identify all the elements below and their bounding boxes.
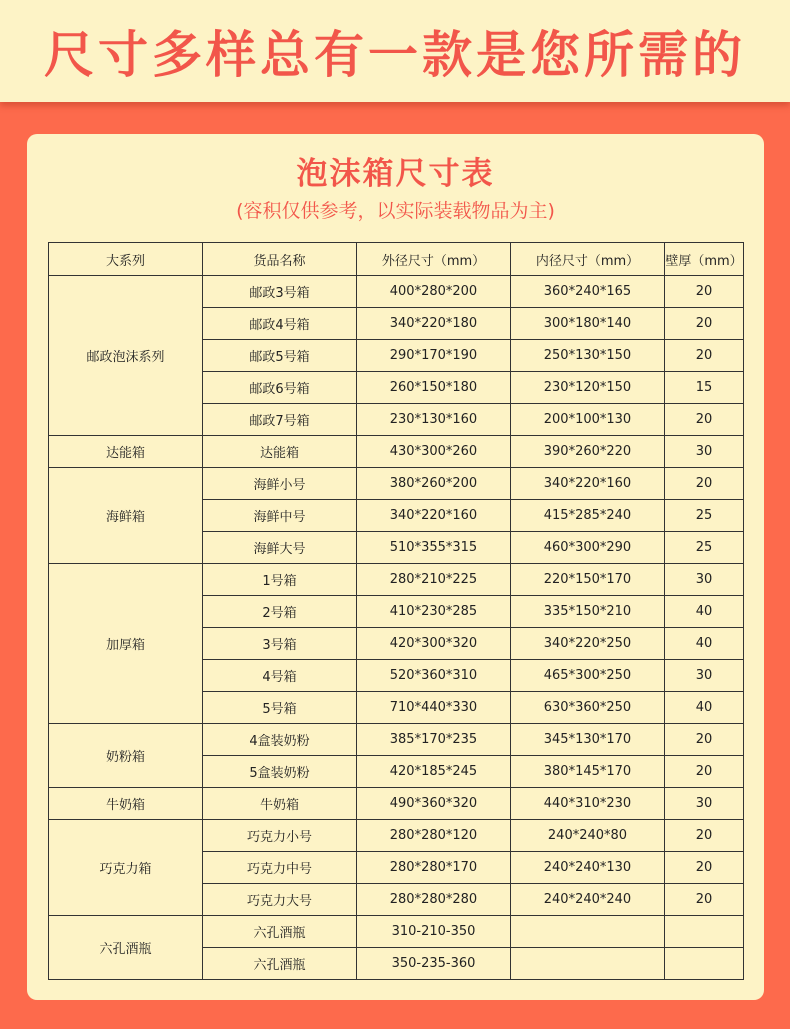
inner-size-cell: 380*145*170 bbox=[511, 756, 665, 788]
outer-size-cell: 490*360*320 bbox=[357, 788, 511, 820]
outer-size-cell: 280*280*170 bbox=[357, 852, 511, 884]
outer-size-cell: 280*280*280 bbox=[357, 884, 511, 916]
product-name-cell: 邮政7号箱 bbox=[203, 404, 357, 436]
inner-size-cell: 415*285*240 bbox=[511, 500, 665, 532]
column-header: 壁厚（mm） bbox=[665, 243, 744, 276]
series-cell: 六孔酒瓶 bbox=[49, 916, 203, 980]
series-cell: 巧克力箱 bbox=[49, 820, 203, 916]
table-body bbox=[49, 276, 744, 980]
inner-size-cell: 340*220*250 bbox=[511, 628, 665, 660]
wall-thickness-cell: 30 bbox=[665, 660, 744, 692]
product-name-cell: 4号箱 bbox=[203, 660, 357, 692]
wall-thickness-cell: 20 bbox=[665, 308, 744, 340]
table-row bbox=[49, 468, 744, 500]
outer-size-cell: 410*230*285 bbox=[357, 596, 511, 628]
column-header: 大系列 bbox=[49, 243, 203, 276]
table-row bbox=[49, 916, 744, 948]
inner-size-cell: 335*150*210 bbox=[511, 596, 665, 628]
outer-size-cell: 340*220*160 bbox=[357, 500, 511, 532]
wall-thickness-cell: 20 bbox=[665, 884, 744, 916]
wall-thickness-cell bbox=[665, 916, 744, 948]
inner-size-cell: 220*150*170 bbox=[511, 564, 665, 596]
product-name-cell: 2号箱 bbox=[203, 596, 357, 628]
wall-thickness-cell: 25 bbox=[665, 500, 744, 532]
outer-size-cell: 710*440*330 bbox=[357, 692, 511, 724]
series-cell: 邮政泡沫系列 bbox=[49, 276, 203, 436]
wall-thickness-cell: 20 bbox=[665, 756, 744, 788]
product-name-cell: 邮政3号箱 bbox=[203, 276, 357, 308]
table-row bbox=[49, 724, 744, 756]
outer-size-cell: 260*150*180 bbox=[357, 372, 511, 404]
header-banner bbox=[0, 0, 790, 102]
product-name-cell: 巧克力大号 bbox=[203, 884, 357, 916]
inner-size-cell: 200*100*130 bbox=[511, 404, 665, 436]
inner-size-cell: 240*240*240 bbox=[511, 884, 665, 916]
product-name-cell: 3号箱 bbox=[203, 628, 357, 660]
table-row bbox=[49, 564, 744, 596]
wall-thickness-cell: 40 bbox=[665, 628, 744, 660]
outer-size-cell: 230*130*160 bbox=[357, 404, 511, 436]
inner-size-cell: 390*260*220 bbox=[511, 436, 665, 468]
wall-thickness-cell: 40 bbox=[665, 692, 744, 724]
table-row bbox=[49, 820, 744, 852]
product-name-cell: 六孔酒瓶 bbox=[203, 916, 357, 948]
series-cell: 奶粉箱 bbox=[49, 724, 203, 788]
wall-thickness-cell: 15 bbox=[665, 372, 744, 404]
inner-size-cell: 240*240*130 bbox=[511, 852, 665, 884]
product-name-cell: 达能箱 bbox=[203, 436, 357, 468]
outer-size-cell: 385*170*235 bbox=[357, 724, 511, 756]
outer-size-cell: 420*300*320 bbox=[357, 628, 511, 660]
product-name-cell: 邮政4号箱 bbox=[203, 308, 357, 340]
table-row bbox=[49, 436, 744, 468]
product-name-cell: 5盒装奶粉 bbox=[203, 756, 357, 788]
inner-size-cell: 440*310*230 bbox=[511, 788, 665, 820]
inner-size-cell: 345*130*170 bbox=[511, 724, 665, 756]
outer-size-cell: 350-235-360 bbox=[357, 948, 511, 980]
wall-thickness-cell: 20 bbox=[665, 340, 744, 372]
series-cell: 加厚箱 bbox=[49, 564, 203, 724]
outer-size-cell: 280*280*120 bbox=[357, 820, 511, 852]
inner-size-cell: 300*180*140 bbox=[511, 308, 665, 340]
card-subtitle: (容积仅供参考，以实际装载物品为主) bbox=[236, 200, 555, 222]
series-cell: 牛奶箱 bbox=[49, 788, 203, 820]
inner-size-cell: 465*300*250 bbox=[511, 660, 665, 692]
wall-thickness-cell: 20 bbox=[665, 276, 744, 308]
wall-thickness-cell: 25 bbox=[665, 532, 744, 564]
product-name-cell: 邮政6号箱 bbox=[203, 372, 357, 404]
wall-thickness-cell: 20 bbox=[665, 404, 744, 436]
product-name-cell: 牛奶箱 bbox=[203, 788, 357, 820]
outer-size-cell: 510*355*315 bbox=[357, 532, 511, 564]
wall-thickness-cell: 20 bbox=[665, 820, 744, 852]
wall-thickness-cell: 20 bbox=[665, 852, 744, 884]
inner-size-cell: 250*130*150 bbox=[511, 340, 665, 372]
wall-thickness-cell: 20 bbox=[665, 468, 744, 500]
wall-thickness-cell: 30 bbox=[665, 436, 744, 468]
column-header: 内径尺寸（mm） bbox=[511, 243, 665, 276]
outer-size-cell: 380*260*200 bbox=[357, 468, 511, 500]
product-name-cell: 1号箱 bbox=[203, 564, 357, 596]
product-name-cell: 海鲜中号 bbox=[203, 500, 357, 532]
outer-size-cell: 430*300*260 bbox=[357, 436, 511, 468]
product-name-cell: 巧克力中号 bbox=[203, 852, 357, 884]
column-header: 货品名称 bbox=[203, 243, 357, 276]
product-name-cell: 巧克力小号 bbox=[203, 820, 357, 852]
outer-size-cell: 280*210*225 bbox=[357, 564, 511, 596]
product-name-cell: 六孔酒瓶 bbox=[203, 948, 357, 980]
product-name-cell: 邮政5号箱 bbox=[203, 340, 357, 372]
size-table bbox=[48, 242, 744, 980]
inner-size-cell: 630*360*250 bbox=[511, 692, 665, 724]
wall-thickness-cell: 40 bbox=[665, 596, 744, 628]
wall-thickness-cell: 30 bbox=[665, 788, 744, 820]
series-cell: 达能箱 bbox=[49, 436, 203, 468]
inner-size-cell: 460*300*290 bbox=[511, 532, 665, 564]
card-title: 泡沫箱尺寸表 bbox=[296, 156, 495, 192]
inner-size-cell: 340*220*160 bbox=[511, 468, 665, 500]
product-name-cell: 海鲜小号 bbox=[203, 468, 357, 500]
outer-size-cell: 290*170*190 bbox=[357, 340, 511, 372]
outer-size-cell: 340*220*180 bbox=[357, 308, 511, 340]
column-header: 外径尺寸（mm） bbox=[357, 243, 511, 276]
inner-size-cell bbox=[511, 948, 665, 980]
inner-size-cell bbox=[511, 916, 665, 948]
wall-thickness-cell bbox=[665, 948, 744, 980]
series-cell: 海鲜箱 bbox=[49, 468, 203, 564]
product-name-cell: 5号箱 bbox=[203, 692, 357, 724]
product-name-cell: 海鲜大号 bbox=[203, 532, 357, 564]
wall-thickness-cell: 20 bbox=[665, 724, 744, 756]
outer-size-cell: 420*185*245 bbox=[357, 756, 511, 788]
size-table-card bbox=[27, 134, 764, 1000]
inner-size-cell: 230*120*150 bbox=[511, 372, 665, 404]
page-title: 尺寸多样总有一款是您所需的 bbox=[44, 26, 746, 84]
table-row bbox=[49, 788, 744, 820]
outer-size-cell: 310-210-350 bbox=[357, 916, 511, 948]
outer-size-cell: 400*280*200 bbox=[357, 276, 511, 308]
inner-size-cell: 360*240*165 bbox=[511, 276, 665, 308]
product-name-cell: 4盒装奶粉 bbox=[203, 724, 357, 756]
table-header-row bbox=[49, 243, 744, 276]
inner-size-cell: 240*240*80 bbox=[511, 820, 665, 852]
table-row bbox=[49, 276, 744, 308]
wall-thickness-cell: 30 bbox=[665, 564, 744, 596]
outer-size-cell: 520*360*310 bbox=[357, 660, 511, 692]
